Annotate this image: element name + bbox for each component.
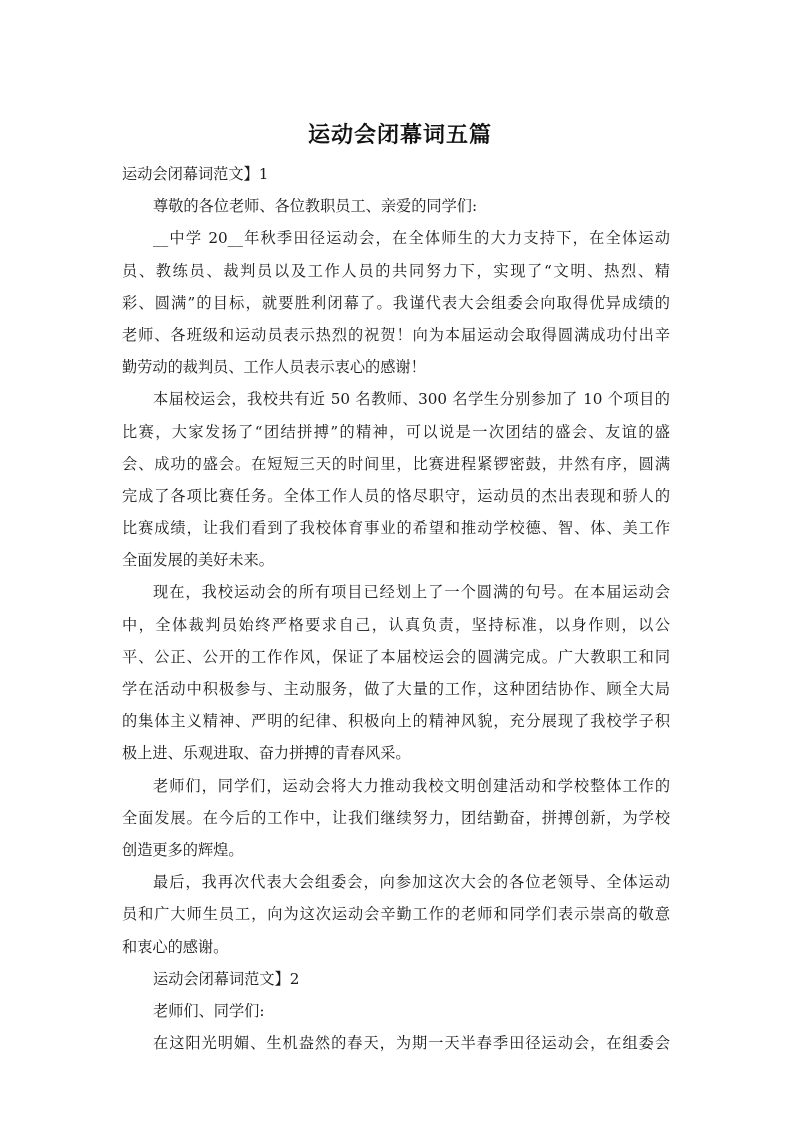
paragraph-line: 和衷心的感谢。: [122, 937, 229, 956]
paragraph-line: 创造更多的辉煌。: [122, 840, 244, 859]
paragraph-line: 最后，我再次代表大会组委会，向参加这次大会的各位老领导、全体运动: [153, 873, 670, 892]
paragraph-line: 比赛成绩，让我们看到了我校体育事业的希望和推动学校德、智、体、美工作: [122, 519, 670, 538]
paragraph-line: __中学 20__年秋季田径运动会，在全体师生的大力支持下，在全体运动: [153, 229, 670, 248]
paragraph-line: 全面发展。在今后的工作中，让我们继续努力，团结勤奋，拼搏创新，为学校: [122, 808, 670, 827]
paragraph-line: 会、成功的盛会。在短短三天的时间里，比赛进程紧锣密鼓，井然有序，圆满: [122, 454, 670, 473]
paragraph-line: 的集体主义精神、严明的纪律、积极向上的精神风貌，充分展现了我校学子积: [122, 712, 670, 731]
paragraph-line: 在这阳光明媚、生机盎然的春天，为期一天半春季田径运动会，在组委会: [153, 1034, 670, 1053]
paragraph-line: 平、公正、公开的工作作风，保证了本届校运会的圆满完成。广大教职工和同: [122, 647, 670, 666]
paragraph-line: 极上进、乐观进取、奋力拼搏的青春风采。: [122, 744, 411, 763]
paragraph-line: 老师们，同学们，运动会将大力推动我校文明创建活动和学校整体工作的: [153, 776, 670, 795]
paragraph-line: 员、教练员、裁判员以及工作人员的共同努力下，实现了“文明、热烈、精: [122, 261, 670, 280]
paragraph-line: 完成了各项比赛任务。全体工作人员的恪尽职守，运动员的杰出表现和骄人的: [122, 486, 670, 505]
paragraph-line: 老师、各班级和运动员表示热烈的祝贺！向为本届运动会取得圆满成功付出辛: [122, 325, 670, 344]
paragraph-line: 本届校运会，我校共有近 50 名教师、300 名学生分别参加了 10 个项目的: [153, 390, 670, 409]
paragraph-line: 现在，我校运动会的所有项目已经划上了一个圆满的句号。在本届运动会: [153, 583, 670, 602]
paragraph-line: 比赛，大家发扬了“团结拼搏”的精神，可以说是一次团结的盛会、友谊的盛: [122, 422, 670, 441]
paragraph-line: 员和广大师生员工，向为这次运动会辛勤工作的老师和同学们表示崇高的敬意: [122, 905, 670, 924]
paragraph-line: 全面发展的美好未来。: [122, 551, 274, 570]
document-body: [122, 158, 670, 1059]
paragraph-line: 中，全体裁判员始终严格要求自己，认真负责，坚持标准，以身作则，以公: [122, 615, 670, 634]
section-heading-1: 运动会闭幕词范文】1: [122, 165, 269, 183]
document-title: 运动会闭幕词五篇: [307, 123, 492, 148]
paragraph-line: 勤劳动的裁判员、工作人员表示衷心的感谢！: [122, 358, 426, 377]
section-heading-2: 运动会闭幕词范文】2: [153, 969, 300, 988]
salutation-1: 尊敬的各位老师、各位教职员工、亲爱的同学们:: [153, 197, 478, 216]
paragraph-line: 学在活动中积极参与、主动服务，做了大量的工作，这种团结协作、顾全大局: [122, 680, 670, 698]
paragraph-line: 彩、圆满”的目标，就要胜利闭幕了。我谨代表大会组委会向取得优异成绩的: [122, 293, 670, 312]
salutation-2: 老师们、同学们:: [153, 1001, 265, 1020]
